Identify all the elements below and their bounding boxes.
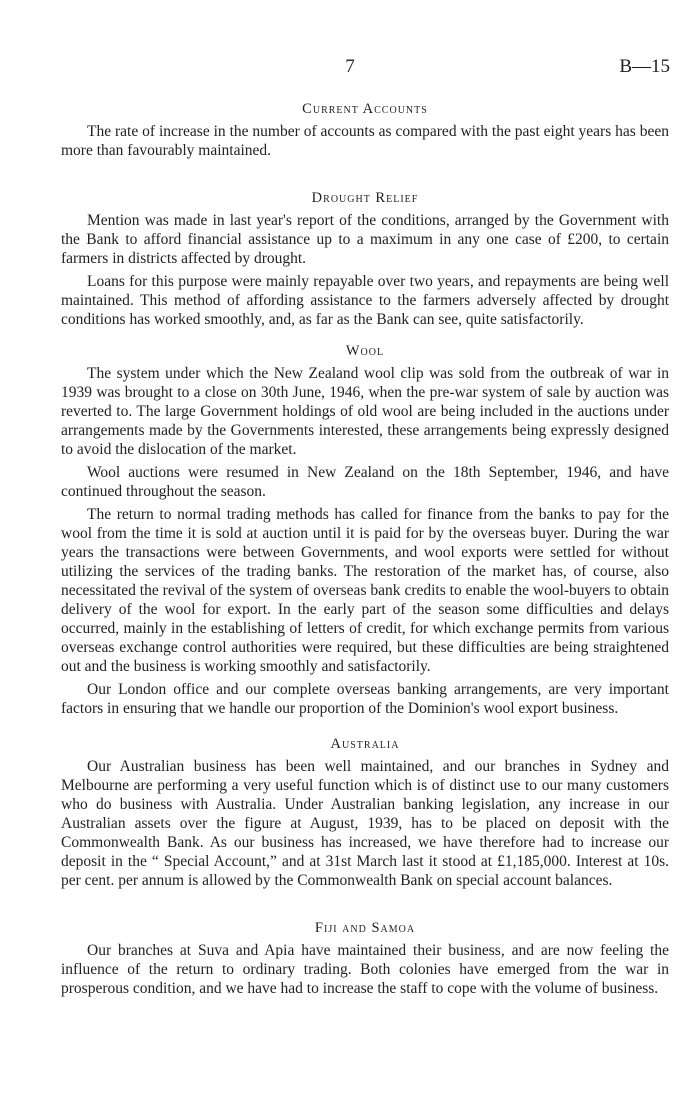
document-reference-code: B—15 bbox=[619, 56, 670, 77]
paragraph: Our branches at Suva and Apia have maintained their business, and are now feeling the influence of the return to ordinary trading. Both colonies have emerged from the war in prosperous condition, and we have had to increase the staff to cope with the volume of business. bbox=[61, 942, 669, 997]
section-heading: Drought Relief bbox=[311, 190, 419, 206]
section-drought-relief bbox=[61, 190, 669, 329]
paragraph: Mention was made in last year's report of the conditions, arranged by the Government with the Bank to afford financial assistance up to a maximum in any one case of £200, to certain farmers in districts affected by drought. bbox=[61, 212, 669, 267]
section-heading: Australia bbox=[330, 736, 400, 752]
section-heading: Wool bbox=[345, 343, 385, 359]
paragraph: The return to normal trading methods has called for finance from the banks to pay for the wool from the time it is sold at auction until it is paid for by the overseas buyer. During the war years the transactions were between Governments, and wool exports were settled for without utilizing the services of the trading banks. The restoration of the market has, of course, also necessitated the revival of the system of overseas bank credits to enable the wool-buyers to obtain delivery of the wool for export. In the early part of the season some difficulties and delays occurred, mainly in the establishing of letters of credit, for which exchange permits from various overseas exchange control authorities were required, but these difficulties are being straightened out and the business is working smoothly and satisfactorily. bbox=[61, 506, 669, 675]
section-heading: Current Accounts bbox=[302, 101, 428, 117]
section-australia bbox=[61, 736, 669, 890]
paragraph: Wool auctions were resumed in New Zealand on the 18th September, 1946, and have continued throughout the season. bbox=[61, 464, 669, 500]
paragraph: The system under which the New Zealand wool clip was sold from the outbreak of war in 1939 was brought to a close on 30th June, 1946, when the pre-war system of sale by auction was reverted to. The large Government holdings of old wool are being included in the auctions under arrangements made by the Governments interested, these arrangements being expressly designed to avoid the dislocation of the market. bbox=[61, 365, 669, 458]
section-wool bbox=[61, 343, 669, 718]
section-heading: Fiji and Samoa bbox=[314, 920, 416, 936]
paragraph: Loans for this purpose were mainly repayable over two years, and repayments are being well maintained. This method of affording assistance to the farmers adversely affected by drought conditions has worked smoothly, and, as far as the Bank can see, quite satisfactorily. bbox=[61, 273, 669, 328]
page-body bbox=[61, 101, 669, 998]
section-current-accounts bbox=[61, 101, 669, 160]
paragraph: The rate of increase in the number of accounts as compared with the past eight years has been more than favourably maintained. bbox=[61, 123, 669, 159]
section-fiji-and-samoa bbox=[61, 920, 669, 998]
page-number: 7 bbox=[345, 56, 355, 77]
paragraph: Our Australian business has been well maintained, and our branches in Sydney and Melbourne are performing a very useful function which is of distinct use to our many customers who do business with Australia. Under Australian banking legislation, any increase in our Australian assets over the figure at August, 1939, has to be placed on deposit with the Commonwealth Bank. As our business has increased, we have therefore had to increase our deposit in the “ Special Account,” and at 31st March last it stood at £1,185,000. Interest at 10s. per cent. per annum is allowed by the Commonwealth Bank on special account balances. bbox=[61, 758, 669, 889]
paragraph: Our London office and our complete overseas banking arrangements, are very important factors in ensuring that we handle our proportion of the Dominion's wool export business. bbox=[61, 681, 669, 717]
